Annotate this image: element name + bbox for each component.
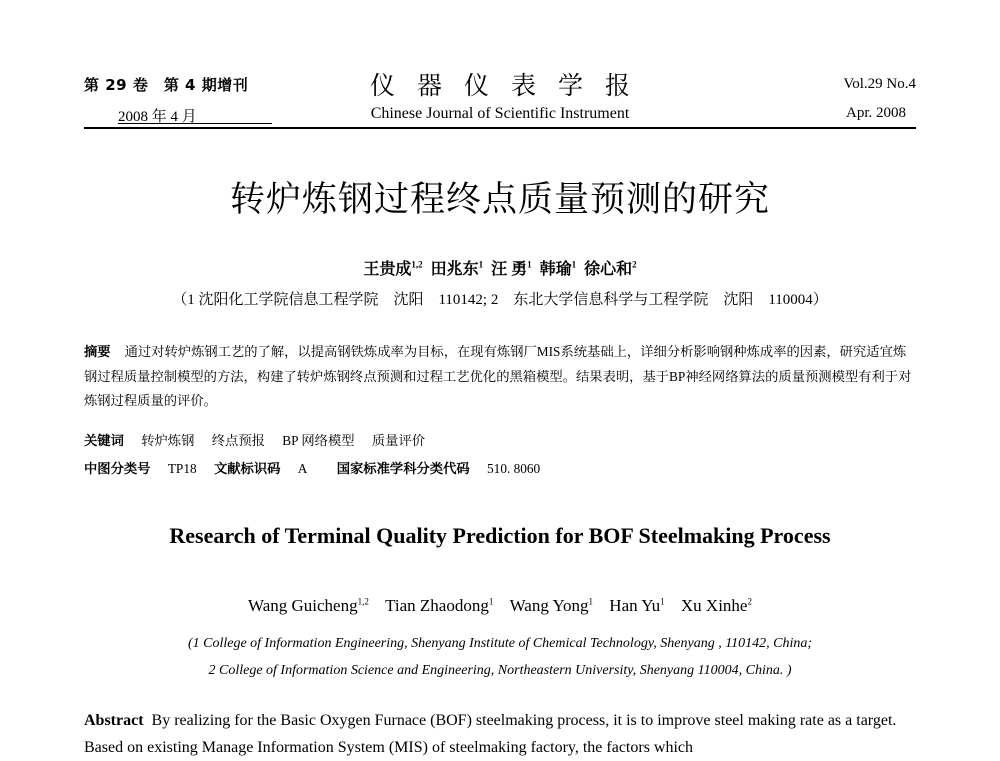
author-cn: 王贵成$^{1,2}$ [363,259,423,278]
volume-issue-en: Vol.29 No.4 [843,76,916,92]
abstract-cn-text: 通过对转炉炼钢工艺的了解，以提高钢铁炼成率为目标，在现有炼钢厂MIS系统基础上，详细分析影响钢种炼成率的因素，研究适宜炼钢过程质量控制模型的方法，构建了转炉炼钢终点预测和过程工艺优化的黑箱模型。结果表明，基于BP神经网络算法的质量预测模型有利于对炼钢过程质量的评价。 [84,344,912,408]
author-en: Tian Zhaodong$^1$ [385,596,494,615]
volume-issue-cn: 第 29 卷 第 4 期增刊 [84,76,249,94]
abstract-en [84,707,916,761]
doc-code-value: A [297,461,308,476]
author-list-cn [0,256,1000,279]
author-cn: 徐心和$^2$ [584,259,637,278]
date-cn: 2008 年 4 月 [118,109,197,125]
affiliations-cn: （1 沈阳化工学院信息工程学院 沈阳 110142; 2 东北大学信息科学与工程学院 沈阳 110004） [172,292,828,308]
journal-name-en: Chinese Journal of Scientific Instrument [370,105,630,122]
clc-label: 中图分类号 [84,462,151,477]
keyword-item: 转炉炼钢 [141,433,195,448]
classification-cn [84,458,540,477]
keyword-item: BP 网络模型 [282,433,355,448]
affiliations-en [0,630,1000,684]
affiliation-en-line: 2 College of Information Science and Engineering, Northeastern University, Shenyang 110004, China. ) [208,663,792,678]
keywords-cn-label: 关键词 [84,434,124,449]
abstract-en-text: By realizing for the Basic Oxygen Furnace (BOF) steelmaking process, it is to improve steel making rate as a target. Based on existing Manage Information System (MIS) of steelmaking factory, the factors which [84,712,897,756]
keyword-item: 终点预报 [211,433,265,448]
journal-name-cn: 仪器仪表学报 [369,73,652,100]
keyword-item: 质量评价 [371,433,426,448]
abstract-en-label: Abstract [84,712,144,729]
author-en: Wang Yong$^1$ [509,596,594,615]
author-cn: 韩瑜$^1$ [539,259,577,278]
keywords-cn [84,430,425,449]
clc-value: TP18 [167,461,197,476]
doc-code-label: 文献标识码 [213,462,281,477]
author-en: Han Yu$^1$ [609,596,665,615]
abstract-cn-label: 摘要 [84,345,111,360]
paper-title-cn: 转炉炼钢过程终点质量预测的研究 [229,180,770,220]
author-cn: 汪 勇$^1$ [491,259,532,278]
abstract-cn [84,340,916,413]
paper-title-en: Research of Terminal Quality Prediction for BOF Steelmaking Process [169,523,831,548]
std-code-value: 510. 8060 [487,461,541,476]
journal-header [84,64,916,128]
header-rule [84,127,916,129]
author-en: Xu Xinhe$^2$ [680,596,752,615]
author-list-en [0,596,1000,616]
date-en: Apr. 2008 [846,105,906,121]
affiliation-en-line: (1 College of Information Engineering, Shenyang Institute of Chemical Technology, Shenyang , 110142, China; [187,636,813,651]
author-en: Wang Guicheng$^{1,2}$ [248,596,369,615]
std-code-label: 国家标准学科分类代码 [336,462,470,477]
header-date-underline [118,123,272,124]
author-cn: 田兆东$^1$ [430,259,484,278]
